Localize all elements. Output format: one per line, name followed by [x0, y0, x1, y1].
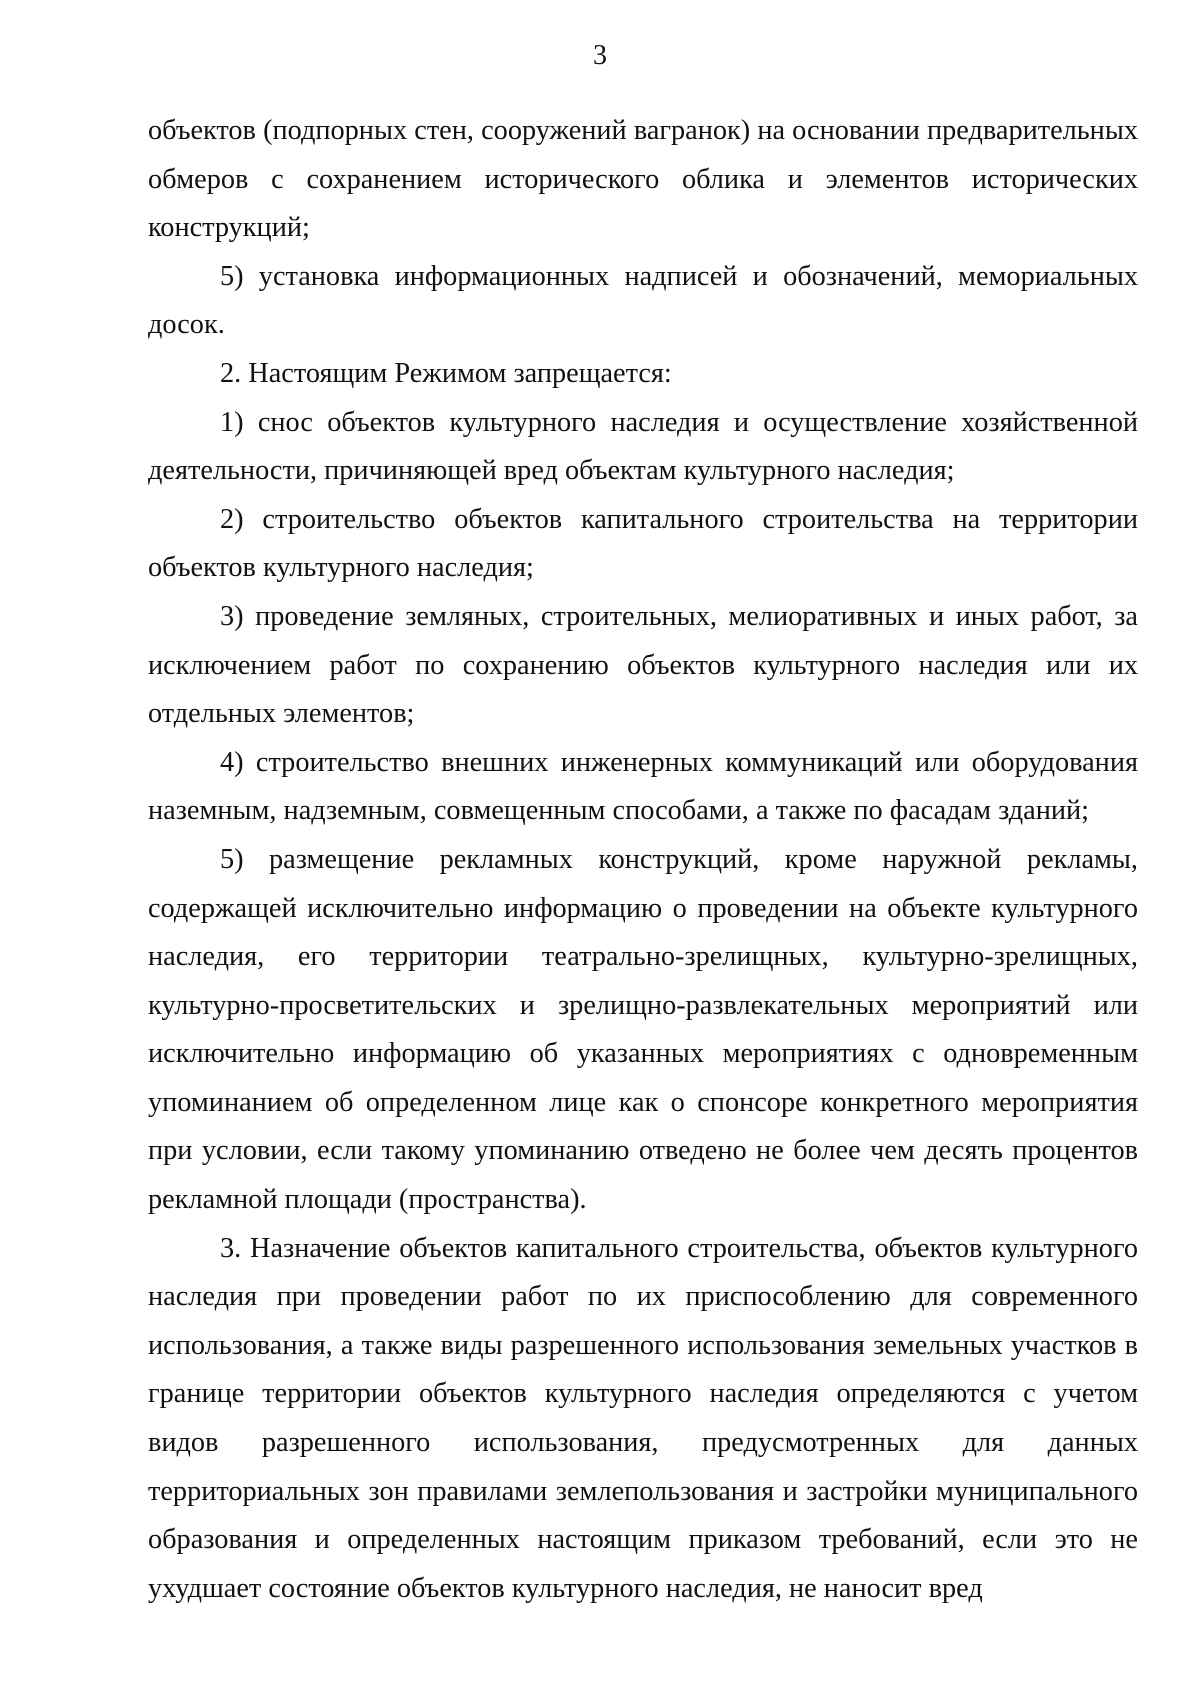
page-number: 3 — [593, 40, 607, 71]
paragraph-prohibition-5: 5) размещение рекламных конструкций, кроме наружной рекламы, содержащей исключительно информацию о проведении на объекте культурного наследия, его территории театрально-зрелищных, культурно-зрелищных, культурно-просветительских и зрелищно-развлекательных мероприятий или исключительно информацию об указанных мероприятиях с одновременным упоминанием об определенном лице как о спонсоре конкретного мероприятия при условии, если такому упоминанию отведено не более чем десять процентов рекламной площади (пространства). — [148, 843, 1138, 1216]
paragraph-continuation: объектов (подпорных стен, сооружений вагранок) на основании предварительных обмеров с сохранением исторического облика и элементов исторических конструкций; — [148, 115, 1138, 244]
paragraph-prohibition-1: 1) снос объектов культурного наследия и осуществление хозяйственной деятельности, причиняющей вред объектам культурного наследия; — [148, 406, 1138, 487]
paragraph-prohibition-3: 3) проведение земляных, строительных, мелиоративных и иных работ, за исключением работ по сохранению объектов культурного наследия или их отдельных элементов; — [148, 600, 1138, 730]
paragraph-prohibition-2: 2) строительство объектов капитального строительства на территории объектов культурного наследия; — [148, 503, 1138, 584]
paragraph-section-2-heading: 2. Настоящим Режимом запрещается: — [220, 357, 672, 389]
document-body — [148, 107, 1138, 1613]
paragraph-section-3: 3. Назначение объектов капитального строительства, объектов культурного наследия при проведении работ по их приспособлению для современного использования, а также виды разрешенного использования земельных участков в границе территории объектов культурного наследия определяются с учетом видов разрешенного использования, предусмотренных для данных территориальных зон правилами землепользования и застройки муниципального образования и определенных настоящим приказом требований, если это не ухудшает состояние объектов культурного наследия, не наносит вред — [148, 1232, 1138, 1604]
paragraph-item-5-signs: 5) установка информационных надписей и обозначений, мемориальных досок. — [148, 260, 1138, 341]
paragraph-prohibition-4: 4) строительство внешних инженерных коммуникаций или оборудования наземным, надземным, совмещенным способами, а также по фасадам зданий; — [148, 746, 1138, 827]
